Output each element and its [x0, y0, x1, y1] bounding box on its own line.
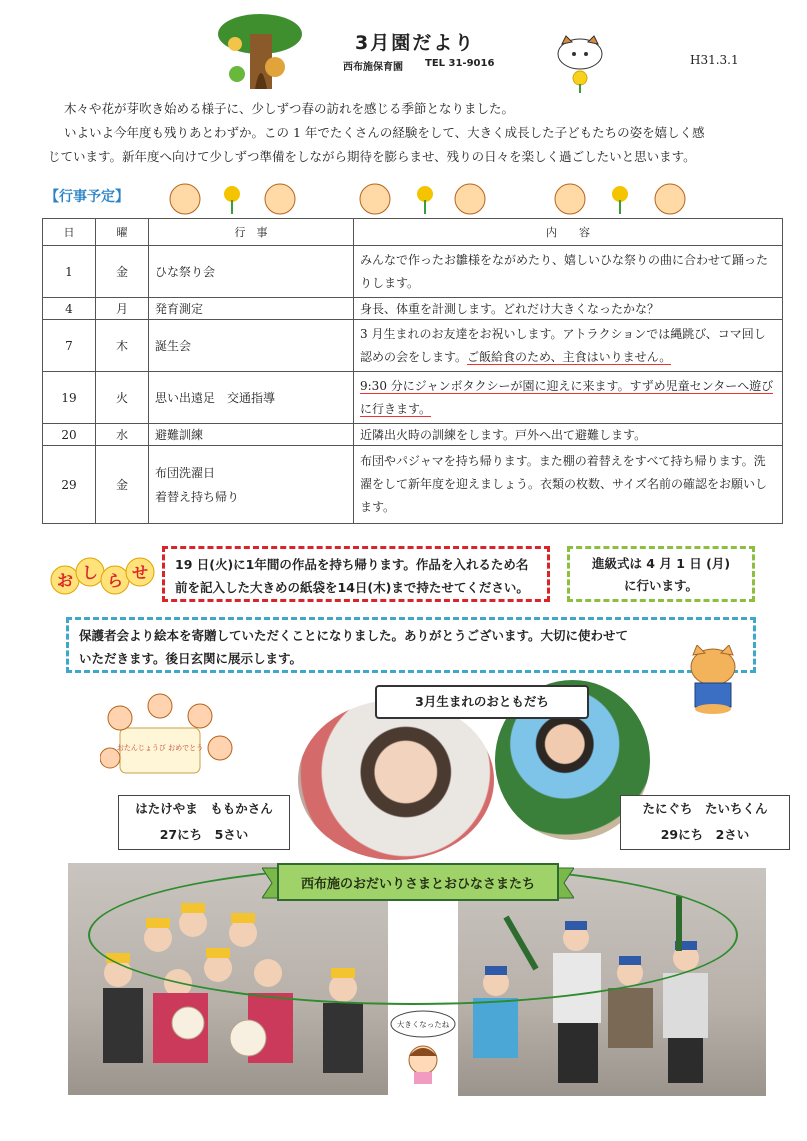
schedule-heading: 【行事予定】 — [45, 189, 129, 205]
lunch-note: ご飯給食のため、主食はいりません。 — [467, 349, 672, 364]
notice-line: 前を記入した大きめの紙袋を14日(木)まで持たせてください。 — [175, 580, 529, 595]
row-event-line-1: 布団洗濯日 — [155, 465, 216, 480]
row-content-text: 3 月生まれのお友達をお祝いします。アトラクションでは縄跳び、コマ回し認めの会をします。 — [360, 326, 766, 364]
child1-photo — [298, 700, 494, 860]
child1-name: はたけやま ももかさん — [135, 801, 273, 816]
table-row — [43, 246, 783, 298]
osirase-char: し — [81, 563, 99, 582]
row-content: みんなで作ったお雛様をながめたり、嬉しいひな祭りの曲に合わせて踊ったりします。 — [354, 246, 783, 298]
row-content: 身長、体重を計測します。どれだけ大きくなったかな？ — [354, 298, 783, 320]
birthday-card-illustration — [100, 688, 235, 788]
schedule-header-row — [43, 219, 783, 246]
intro-text — [48, 97, 763, 169]
birthday-label: 3月生まれのおともだち — [375, 685, 589, 719]
banner-text: 西布施のおだいりさまとおひなさまたち — [300, 877, 536, 892]
notice-line: いただきます。後日玄関に展示します。 — [79, 651, 303, 666]
row-content — [354, 372, 783, 424]
row-content — [354, 320, 783, 372]
cat-reading-illustration — [683, 645, 743, 715]
intro-line-2: いよいよ今年度も残りあとわずか。この 1 年でたくさんの経験をして、大きく成長した子どもたちの姿を嬉しく感 — [64, 125, 705, 140]
row-weekday: 木 — [96, 320, 149, 372]
row-content: 布団やパジャマを持ち帰ります。また棚の着替えをすべて持ち帰ります。洗濯をして新年度を迎えましょう。衣類の枚数、サイズ名前の確認をお願いします。 — [354, 446, 783, 524]
intro-line-1: 木々や花が芽吹き始める様子に、少しずつ春の訪れを感じる季節となりました。 — [64, 101, 515, 116]
school-name: 西布施保育園 — [343, 62, 403, 73]
child1-name-box — [118, 795, 290, 850]
col-event: 行 事 — [149, 219, 354, 246]
row-event: 思い出遠足 交通指導 — [149, 372, 354, 424]
osirase-badge — [50, 550, 155, 605]
notice-promotion-ceremony — [567, 546, 755, 602]
notice-line: 進級式は 4 月 1 日 (月) — [591, 556, 731, 571]
table-row — [43, 298, 783, 320]
row-weekday: 金 — [96, 246, 149, 298]
notice-picture-book-donation — [66, 617, 756, 673]
card-text: おたんじょうび おめでとう — [116, 744, 204, 752]
table-row — [43, 424, 783, 446]
table-row — [43, 320, 783, 372]
osirase-char: お — [56, 571, 74, 590]
tree-illustration — [215, 12, 310, 92]
notice-line: 19 日(火)に1年間の作品を持ち帰ります。作品を入れるため名 — [175, 557, 529, 572]
notice-line: に行います。 — [623, 578, 698, 593]
row-day: 20 — [43, 424, 96, 446]
row-event: 避難訓練 — [149, 424, 354, 446]
table-row — [43, 446, 783, 524]
child2-name-box — [620, 795, 790, 850]
newsletter-title: 3月園だより — [355, 32, 476, 54]
row-weekday: 金 — [96, 446, 149, 524]
face-decoration-row — [160, 180, 695, 216]
cat-flower-illustration — [550, 34, 610, 94]
col-day: 日 — [43, 219, 96, 246]
row-event — [149, 446, 354, 524]
schedule-table — [42, 218, 783, 524]
row-day: 7 — [43, 320, 96, 372]
notice-artwork-return — [162, 546, 550, 602]
row-event: ひな祭り会 — [149, 246, 354, 298]
notice-line: 保護者会より絵本を寄贈していただくことになりました。ありがとうございます。大切に使わせて — [79, 628, 629, 643]
row-event-line-2: 着替え持ち帰り — [155, 489, 240, 504]
osirase-char: せ — [131, 563, 149, 582]
row-day: 29 — [43, 446, 96, 524]
row-day: 19 — [43, 372, 96, 424]
row-event: 発育測定 — [149, 298, 354, 320]
row-day: 4 — [43, 298, 96, 320]
bubble-text: 大きくなったね — [396, 1020, 450, 1029]
child2-name: たにぐち たいちくん — [642, 801, 768, 816]
table-row — [43, 372, 783, 424]
row-content: 近隣出火時の訓練をします。戸外へ出て避難します。 — [354, 424, 783, 446]
issue-date: H31.3.1 — [690, 53, 739, 67]
col-weekday: 曜 — [96, 219, 149, 246]
child2-info: 29にち 2さい — [660, 827, 750, 842]
intro-line-3: じています。新年度へ向けて少しずつ準備をしながら期待を膨らませ、残りの日々を楽しく過ごしたいと思います。 — [48, 149, 696, 164]
row-content-text: 9:30 分にジャンボタクシーが園に迎えに来ます。すずめ児童センターへ遊びに行きます。 — [360, 378, 774, 416]
child1-info: 27にち 5さい — [159, 827, 249, 842]
osirase-char: ら — [106, 571, 124, 590]
row-event: 誕生会 — [149, 320, 354, 372]
row-weekday: 火 — [96, 372, 149, 424]
hina-banner — [262, 862, 574, 904]
row-weekday: 水 — [96, 424, 149, 446]
col-content: 内 容 — [354, 219, 783, 246]
row-day: 1 — [43, 246, 96, 298]
telephone: TEL 31-9016 — [425, 58, 495, 69]
row-weekday: 月 — [96, 298, 149, 320]
speech-bubble-character — [388, 1008, 458, 1086]
